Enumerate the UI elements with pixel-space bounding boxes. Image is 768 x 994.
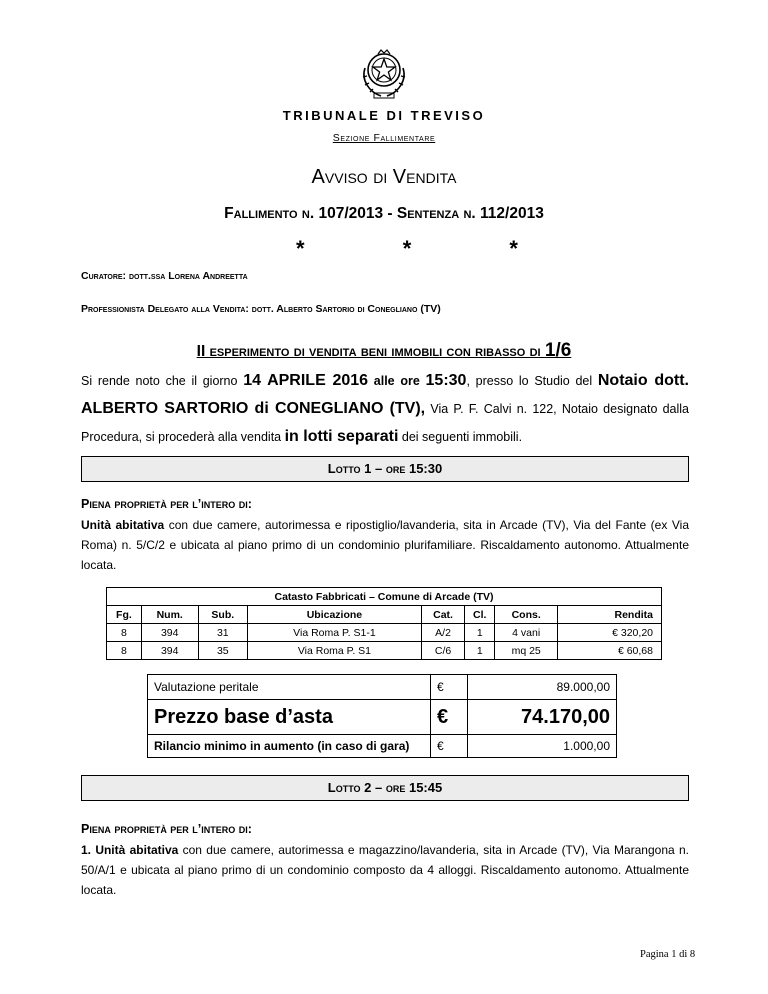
separator-stars: * * * xyxy=(296,236,564,261)
lotto-1-header: Lotto 1 – ore 15:30 xyxy=(81,456,689,482)
table-cell: Via Roma P. S1 xyxy=(248,642,422,660)
table-cell: Via Roma P. S1-1 xyxy=(248,624,422,642)
catasto-header-fg: Fg. xyxy=(107,606,142,624)
catasto-caption: Catasto Fabbricati – Comune di Arcade (TV) xyxy=(107,588,662,606)
lotto-2-description xyxy=(81,840,689,900)
table-row xyxy=(107,642,662,660)
experiment-text: II esperimento di vendita beni immobili con ribasso di xyxy=(196,343,545,360)
rilancio-label: Rilancio minimo in aumento (in caso di gara) xyxy=(148,735,431,758)
table-cell: A/2 xyxy=(421,624,464,642)
table-cell: 394 xyxy=(141,624,198,642)
base-price-currency: € xyxy=(431,700,468,735)
table-cell: 394 xyxy=(141,642,198,660)
table-row xyxy=(107,624,662,642)
experiment-heading xyxy=(0,340,768,362)
lotto-2-unit-label: 1. Unità abitativa xyxy=(81,843,179,857)
table-cell: € 320,20 xyxy=(558,624,662,642)
table-cell: C/6 xyxy=(421,642,464,660)
intro-text-1: Si rende noto che il giorno xyxy=(81,374,244,388)
table-cell: 1 xyxy=(465,624,495,642)
auction-date: 14 APRILE 2016 xyxy=(243,372,369,389)
case-subtitle: Fallimento n. 107/2013 - Sentenza n. 112/2013 xyxy=(224,205,544,222)
price-table xyxy=(147,674,617,758)
valutazione-value: 89.000,00 xyxy=(468,675,617,700)
intro-text-2: alle ore xyxy=(368,374,426,388)
lotto-1-description xyxy=(81,515,689,575)
base-price-value: 74.170,00 xyxy=(468,700,617,735)
base-price-label: Prezzo base d’asta xyxy=(148,700,431,735)
lotti-separati: in lotti separati xyxy=(284,428,399,445)
lotto-2-header: Lotto 2 – ore 15:45 xyxy=(81,775,689,801)
table-cell: 8 xyxy=(107,624,142,642)
intro-text-5: dei seguenti immobili. xyxy=(398,430,523,444)
lotto-1-unit-text: con due camere, autorimessa e ripostiglio/lavanderia, sita in Arcade (TV), Via del Fante (ex Via Roma) n. 5/C/2 e ubicata al piano primo di un condominio plurifamiliare. Riscaldamento autonomo. Attualmente locata. xyxy=(81,518,689,572)
rilancio-value: 1.000,00 xyxy=(468,735,617,758)
catasto-header-rendita: Rendita xyxy=(558,606,662,624)
catasto-table xyxy=(106,587,662,660)
lotto-2-ownership: Piena proprietà per l’intero di: xyxy=(81,822,252,836)
table-cell: 31 xyxy=(198,624,247,642)
auction-time: 15:30 xyxy=(425,372,467,389)
notaio-name: Notaio dott. ALBERTO SARTORIO di CONEGLIANO (TV), xyxy=(81,372,689,417)
lotto-1-ownership: Piena proprietà per l’intero di: xyxy=(81,497,252,511)
lotto-1-unit-label: Unità abitativa xyxy=(81,518,165,532)
curatore-line: Curatore: dott.ssa Lorena Andreetta xyxy=(81,270,248,282)
professionista-line: Professionista Delegato alla Vendita: dott. Alberto Sartorio di Conegliano (TV) xyxy=(81,303,441,315)
intro-text-3: , presso lo Studio del xyxy=(466,374,598,388)
table-cell: € 60,68 xyxy=(558,642,662,660)
court-section: Sezione Fallimentare xyxy=(332,132,436,144)
lotto-2-unit-text: con due camere, autorimessa e magazzino/lavanderia, sita in Arcade (TV), Via Marangona n. 50/A/1 e ubicata al piano primo di un condominio composto da 4 alloggi. Riscaldamento autonomo. Attualmente locata. xyxy=(81,843,689,897)
republic-emblem-icon xyxy=(359,46,409,102)
catasto-header-num: Num. xyxy=(141,606,198,624)
valutazione-currency: € xyxy=(431,675,468,700)
catasto-header-sub: Sub. xyxy=(198,606,247,624)
table-cell: 1 xyxy=(465,642,495,660)
catasto-header-cons: Cons. xyxy=(495,606,558,624)
intro-paragraph xyxy=(81,367,689,451)
court-name: TRIBUNALE DI TREVISO xyxy=(282,108,486,123)
catasto-header-ubicazione: Ubicazione xyxy=(248,606,422,624)
notice-title: Avviso di Vendita xyxy=(311,166,457,188)
table-cell: 35 xyxy=(198,642,247,660)
table-cell: 4 vani xyxy=(495,624,558,642)
catasto-header-cat: Cat. xyxy=(421,606,464,624)
intro-text-4: Via P. F. Calvi n. 122, Notaio designato dalla Procedura, si procederà alla vendita xyxy=(81,402,690,444)
valutazione-label: Valutazione peritale xyxy=(148,675,431,700)
table-cell: 8 xyxy=(107,642,142,660)
rilancio-currency: € xyxy=(431,735,468,758)
table-cell: mq 25 xyxy=(495,642,558,660)
catasto-header-cl: Cl. xyxy=(465,606,495,624)
page-number: Pagina 1 di 8 xyxy=(640,949,696,960)
experiment-fraction: 1/6 xyxy=(544,340,572,361)
